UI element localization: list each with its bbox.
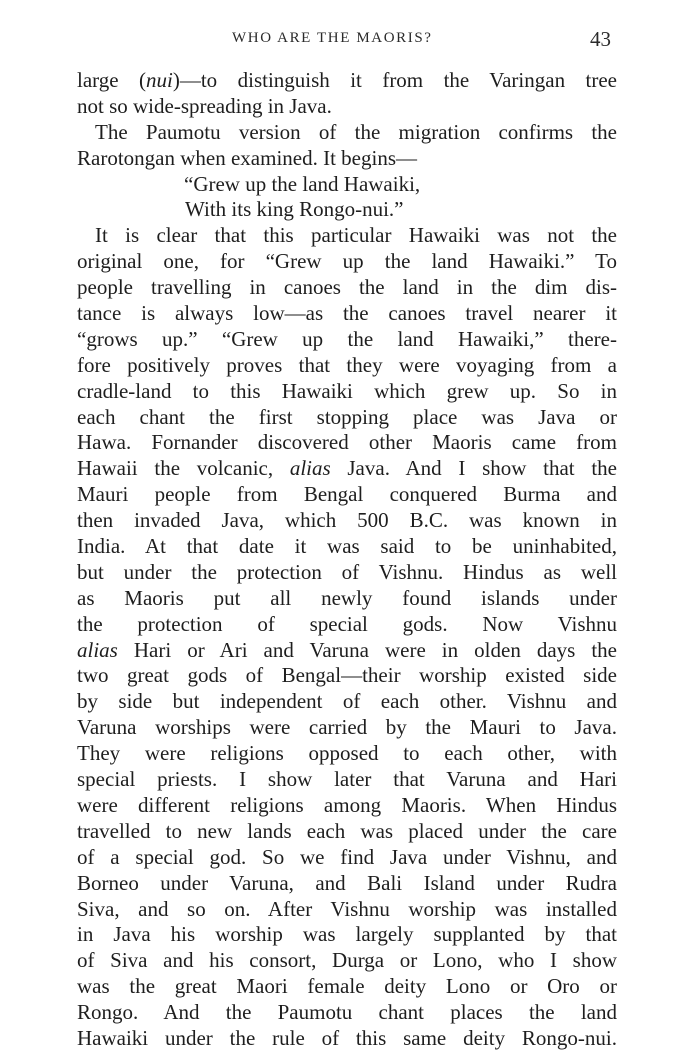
text-line-15: Hawa. Fornander discovered other Maoris came from (77, 430, 617, 455)
text-line-34: in Java his worship was largely supplanted by that (77, 922, 617, 947)
text-line-33: Siva, and so on. After Vishnu worship was installed (77, 896, 617, 921)
page-number: 43 (590, 27, 611, 51)
body-text (77, 68, 617, 1052)
text-line-14: each chant the first stopping place was Java or (77, 404, 617, 429)
running-head (0, 22, 700, 54)
text-line-8: original one, for “Grew up the land Hawaiki.” To (77, 249, 617, 274)
text-line-28: special priests. I show later that Varuna and Hari (77, 767, 617, 792)
text-line-12: fore positively proves that they were voyaging from a (77, 352, 617, 377)
text-line-18: then invaded Java, which 500 B.C. was known in (77, 508, 617, 533)
text-line-16: Hawaii the volcanic, alias Java. And I show that the (77, 456, 618, 481)
text-line-10: tance is always low—as the canoes travel nearer it (77, 301, 617, 326)
paragraph-start-paumotu: The Paumotu version of the migration confirms the (95, 119, 617, 144)
text-line-32: Borneo under Varuna, and Bali Island under Rudra (77, 870, 617, 895)
text-line-25: by side but independent of each other. Vishnu and (77, 689, 617, 714)
text-line-19: India. At that date it was said to be uninhabited, (77, 534, 617, 559)
text-line-37: Rongo. And the Paumotu chant places the land (77, 1000, 617, 1025)
text-line-20: but under the protection of Vishnu. Hindus as well (77, 559, 617, 584)
text-line-22: the protection of special gods. Now Vishnu (77, 611, 617, 636)
text-line-11: “grows up.” “Grew up the land Hawaiki,” there- (77, 326, 617, 351)
verse-line-1: “Grew up the land Hawaiki, (184, 171, 421, 196)
text-line-30: travelled to new lands each was placed under the care (77, 818, 617, 843)
text-line-36: was the great Maori female deity Lono or Oro or (77, 974, 617, 999)
text-line-26: Varuna worships were carried by the Mauri to Java. (77, 715, 617, 740)
text-line-27: They were religions opposed to each other, with (77, 741, 617, 766)
paragraph-start-hawaiki: It is clear that this particular Hawaiki was not the (95, 223, 617, 248)
running-title: WHO ARE THE MAORIS? (232, 30, 433, 46)
text-line-1: large (nui)—to distinguish it from the Varingan tree (77, 68, 617, 92)
text-line-13: cradle-land to this Hawaiki which grew up. So in (77, 378, 617, 403)
text-line-2: not so wide-spreading in Java. (77, 93, 332, 118)
text-line-29: were different religions among Maoris. When Hindus (77, 792, 617, 817)
text-line-24: two great gods of Bengal—their worship existed side (77, 663, 617, 688)
text-line-4: Rarotongan when examined. It begins— (77, 145, 417, 170)
text-line-31: of a special god. So we find Java under Vishnu, and (77, 844, 617, 869)
text-line-23: alias Hari or Ari and Varuna were in olden days the (77, 637, 617, 662)
text-line-35: of Siva and his consort, Durga or Lono, who I show (77, 948, 617, 973)
text-line-21: as Maoris put all newly found islands under (77, 585, 617, 610)
text-line-9: people travelling in canoes the land in the dim dis- (77, 275, 617, 300)
verse-line-2: With its king Rongo-nui.” (185, 197, 404, 222)
text-line-38: Hawaiki under the rule of this same deity Rongo-nui. (77, 1025, 617, 1050)
text-line-17: Mauri people from Bengal conquered Burma and (77, 482, 617, 507)
